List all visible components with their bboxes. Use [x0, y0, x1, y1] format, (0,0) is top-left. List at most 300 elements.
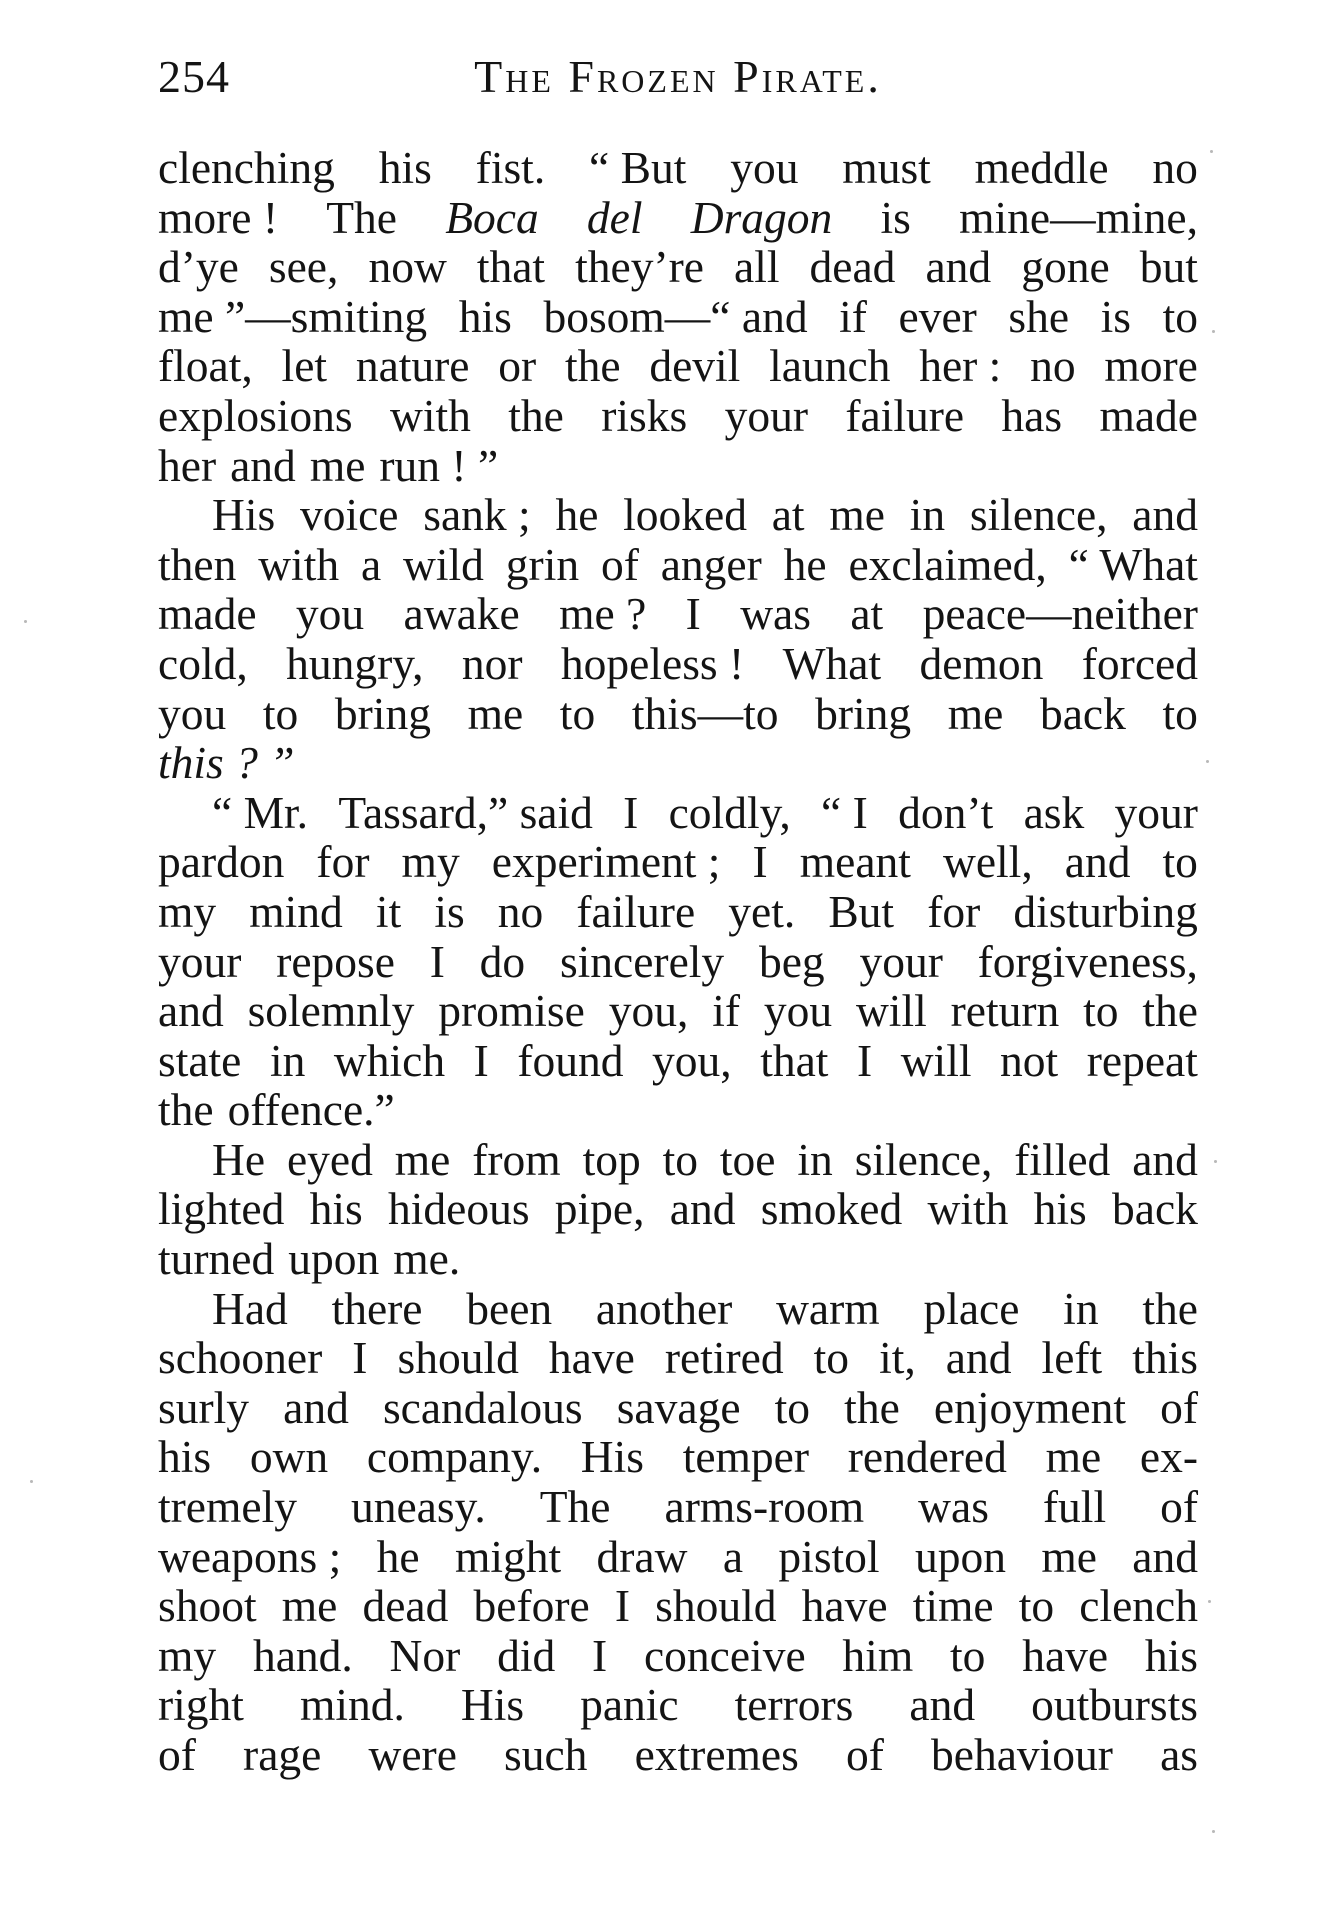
word: you: [730, 142, 799, 193]
text-line: [158, 391, 1198, 441]
word: “ I: [821, 786, 868, 838]
word: your: [859, 935, 943, 987]
word: What: [782, 637, 882, 689]
word: uneasy.: [350, 1481, 486, 1533]
word: you: [763, 985, 833, 1037]
word: warm: [776, 1282, 880, 1334]
text-line: [158, 1680, 1198, 1730]
word: don’t: [898, 786, 994, 838]
word: bring: [815, 687, 912, 739]
word: he: [783, 538, 827, 590]
word: no: [1030, 340, 1076, 392]
word: to: [662, 1133, 699, 1185]
word: me: [467, 687, 524, 739]
word: and: [158, 985, 224, 1037]
word: as: [1160, 1729, 1198, 1780]
word: launch: [769, 340, 891, 392]
word: and: [1064, 836, 1131, 888]
word: she: [1008, 290, 1070, 342]
word: but: [1139, 241, 1198, 293]
word: nature: [355, 340, 470, 392]
word: see,: [268, 241, 339, 293]
word: me: [394, 1133, 451, 1185]
word: with: [258, 538, 340, 590]
word: coldly,: [668, 786, 791, 838]
word: been: [466, 1282, 553, 1334]
word: The: [326, 191, 397, 243]
word: silence,: [969, 489, 1108, 541]
word: temper: [682, 1431, 810, 1483]
word: to: [1162, 836, 1198, 888]
word: with: [390, 389, 471, 441]
word: panic: [580, 1679, 679, 1731]
word: in: [909, 489, 946, 541]
word: “ What: [1068, 538, 1198, 590]
word: now: [368, 241, 447, 293]
word: and: [283, 1381, 349, 1433]
word: made: [1099, 389, 1198, 441]
word: Dragon: [690, 191, 833, 243]
word: they’re: [575, 241, 704, 293]
word: arms-room: [664, 1481, 865, 1533]
word: smoked: [760, 1183, 903, 1235]
word: full: [1042, 1481, 1107, 1533]
word: weapons ;: [158, 1530, 342, 1582]
running-title: The Frozen Pirate.: [474, 51, 882, 102]
word: del: [586, 191, 643, 243]
word: d’ye: [158, 241, 239, 293]
word: gone: [1021, 241, 1110, 293]
word: “ Mr.: [212, 786, 309, 838]
text-line: [158, 738, 1198, 788]
word: me: [1041, 1530, 1097, 1582]
word: there: [331, 1282, 423, 1334]
word: offence.”: [227, 1084, 395, 1136]
word: I: [752, 836, 768, 888]
word: if: [839, 290, 867, 342]
word: to: [1018, 1580, 1055, 1632]
word: the: [844, 1381, 900, 1433]
running-head: [158, 44, 1198, 114]
word: from: [472, 1133, 561, 1185]
word: of: [600, 538, 639, 590]
word: to: [262, 687, 299, 739]
word: at: [771, 489, 805, 541]
text-line: [158, 1135, 1198, 1185]
word: found: [517, 1034, 624, 1086]
word: hand.: [252, 1629, 353, 1681]
word: rendered: [847, 1431, 1007, 1483]
word: anger: [660, 538, 762, 590]
word: solemnly: [247, 985, 415, 1037]
word: his: [458, 290, 512, 342]
word: for: [316, 836, 370, 888]
word: failure: [845, 389, 965, 441]
word: explosions: [158, 389, 353, 441]
word: toe: [719, 1133, 776, 1185]
word: repose: [276, 935, 395, 987]
word: The: [539, 1481, 611, 1533]
word: and: [669, 1183, 736, 1235]
page-number: 254: [158, 51, 230, 102]
word: terrors: [734, 1679, 854, 1731]
word: is: [434, 885, 465, 937]
word: should: [655, 1580, 777, 1632]
word: he: [376, 1530, 420, 1582]
text-line: [158, 441, 1198, 491]
word: His: [580, 1431, 644, 1483]
word: dead: [809, 241, 896, 293]
word: right: [158, 1679, 244, 1731]
word: I: [614, 1580, 631, 1632]
word: his: [378, 142, 432, 193]
word: and: [945, 1332, 1012, 1384]
word: the: [1142, 1282, 1198, 1334]
word: sincerely: [559, 935, 725, 987]
word: it: [375, 885, 402, 937]
word: meddle: [974, 142, 1109, 193]
word: me ”—smiting: [158, 290, 428, 342]
word: top: [582, 1133, 641, 1185]
word: bring: [334, 687, 431, 739]
word: my: [401, 836, 460, 888]
word: hideous: [387, 1183, 530, 1235]
word: upon: [288, 1233, 380, 1285]
text-line: [158, 1631, 1198, 1681]
text-line: [158, 1432, 1198, 1482]
word: demon: [919, 637, 1044, 689]
word: a: [360, 538, 382, 590]
text-line: [158, 1482, 1198, 1532]
word: devil: [649, 340, 741, 392]
word: was: [918, 1481, 989, 1533]
word: eyed: [286, 1133, 373, 1185]
word: made: [158, 588, 257, 640]
word: bosom—“ and: [543, 290, 808, 342]
word: of: [845, 1729, 884, 1780]
word: a: [722, 1530, 744, 1582]
text-line: [158, 937, 1198, 987]
word: fist.: [475, 142, 546, 193]
word: failure: [576, 885, 696, 937]
word: to: [1162, 687, 1198, 739]
text-line: [158, 1581, 1198, 1631]
word: awake: [403, 588, 520, 640]
word: he: [555, 489, 599, 541]
text-line: [158, 1730, 1198, 1780]
word: more !: [158, 191, 279, 243]
word: to: [559, 687, 596, 739]
word: to: [774, 1381, 811, 1433]
word: her: [158, 439, 217, 491]
word: his: [1144, 1629, 1198, 1681]
text-line: [158, 1234, 1198, 1284]
word: to: [950, 1629, 986, 1681]
word: He: [212, 1133, 266, 1185]
word: me: [309, 439, 366, 491]
word: might: [454, 1530, 562, 1582]
body-text: [158, 143, 1198, 1780]
word: draw: [596, 1530, 688, 1582]
text-line: [158, 193, 1198, 243]
word: I: [685, 588, 701, 640]
word: wild: [403, 538, 484, 590]
word: retired: [664, 1332, 784, 1384]
word: your: [158, 935, 242, 987]
word: your: [724, 389, 808, 441]
text-line: [158, 540, 1198, 590]
word: repeat: [1086, 1034, 1198, 1086]
word: this: [1132, 1332, 1198, 1384]
word: you: [295, 588, 365, 640]
word: turned: [158, 1233, 275, 1285]
word: risks: [601, 389, 688, 441]
word: and: [925, 241, 992, 293]
word: him: [842, 1629, 914, 1681]
word: in: [1063, 1282, 1099, 1334]
word: not: [1000, 1034, 1059, 1086]
word: in: [797, 1133, 833, 1185]
word: the: [1142, 985, 1198, 1037]
word: promise: [438, 985, 585, 1037]
word: tremely: [158, 1481, 297, 1533]
word: will: [855, 985, 927, 1037]
word: to: [1162, 290, 1198, 342]
word: pardon: [158, 836, 285, 888]
word: me ?: [559, 588, 647, 640]
text-line: [158, 639, 1198, 689]
word: me: [947, 687, 1004, 739]
word: I: [429, 935, 445, 987]
word: mine—mine,: [959, 191, 1198, 243]
word: behaviour: [931, 1729, 1113, 1780]
text-line: [158, 986, 1198, 1036]
word: voice: [299, 489, 399, 541]
word: forgiveness,: [977, 935, 1198, 987]
word: state: [158, 1034, 242, 1086]
word: place: [923, 1282, 1020, 1334]
word: grin: [505, 538, 580, 590]
text-line: [158, 1284, 1198, 1334]
text-line: [158, 1085, 1198, 1135]
word: run ! ”: [379, 439, 499, 491]
text-line: [158, 490, 1198, 540]
word: upon: [914, 1530, 1006, 1582]
word: meant: [799, 836, 911, 888]
word: me: [281, 1580, 338, 1632]
word: me: [1045, 1431, 1102, 1483]
text-line: [158, 1383, 1198, 1433]
word: dead: [362, 1580, 449, 1632]
word: that: [760, 1034, 829, 1086]
word: another: [595, 1282, 733, 1334]
word: his: [309, 1183, 363, 1235]
word: for: [927, 885, 981, 937]
word: clench: [1079, 1580, 1198, 1632]
word: rage: [243, 1729, 322, 1780]
word: clenching: [158, 142, 335, 193]
word: this ? ”: [158, 737, 295, 789]
word: hungry,: [286, 637, 424, 689]
word: if: [712, 985, 740, 1037]
word: schooner: [158, 1332, 323, 1384]
word: mind.: [299, 1679, 405, 1731]
word: and: [1132, 1133, 1198, 1185]
word: back: [1039, 687, 1126, 739]
word: own: [249, 1431, 329, 1483]
word: I: [473, 1034, 489, 1086]
word: time: [912, 1580, 994, 1632]
word: enjoyment: [933, 1381, 1126, 1433]
word: exclaimed,: [848, 538, 1047, 590]
word: cold,: [158, 637, 248, 689]
word: must: [842, 142, 931, 193]
word: it,: [879, 1332, 916, 1384]
word: his: [158, 1431, 212, 1483]
word: which: [333, 1034, 446, 1086]
word: Had: [212, 1282, 288, 1334]
word: scandalous: [382, 1381, 583, 1433]
word: nor: [461, 637, 523, 689]
word: yet.: [728, 885, 796, 937]
word: I: [592, 1629, 608, 1681]
word: “ But: [589, 142, 687, 193]
word: looked: [623, 489, 747, 541]
word: with: [927, 1183, 1009, 1235]
text-line: [158, 143, 1198, 193]
text-line: [158, 242, 1198, 292]
word: do: [479, 935, 526, 987]
word: beg: [758, 935, 825, 987]
word: more: [1104, 340, 1198, 392]
word: have: [801, 1580, 888, 1632]
word: such: [504, 1729, 588, 1780]
word: forced: [1081, 637, 1198, 689]
word: lighted: [158, 1183, 285, 1235]
word: I: [623, 786, 639, 838]
word: you: [158, 687, 227, 739]
word: did: [497, 1629, 556, 1681]
word: let: [281, 340, 328, 392]
word: have: [548, 1332, 635, 1384]
word: left: [1041, 1332, 1103, 1384]
word: have: [1022, 1629, 1109, 1681]
word: me: [829, 489, 885, 541]
text-line: [158, 837, 1198, 887]
text-line: [158, 1036, 1198, 1086]
word: to: [813, 1332, 850, 1384]
word: before: [473, 1580, 590, 1632]
word: is: [1100, 290, 1131, 342]
word: and: [909, 1679, 976, 1731]
word: my: [158, 1629, 217, 1681]
word: pipe,: [554, 1183, 645, 1235]
word: your: [1114, 786, 1198, 838]
word: mind: [249, 885, 343, 937]
word: all: [734, 241, 780, 293]
word: outbursts: [1031, 1679, 1198, 1731]
word: were: [368, 1729, 457, 1780]
word: Nor: [389, 1629, 461, 1681]
word: Tassard,” said: [338, 786, 593, 838]
word: will: [900, 1034, 972, 1086]
word: extremes: [634, 1729, 799, 1780]
word: ever: [898, 290, 977, 342]
word: no: [1152, 142, 1198, 193]
word: ask: [1023, 786, 1085, 838]
text-line: [158, 292, 1198, 342]
word: the: [508, 389, 564, 441]
word: and: [1132, 489, 1198, 541]
word: float,: [158, 340, 253, 392]
word: and: [230, 439, 296, 491]
word: His: [460, 1679, 525, 1731]
word: back: [1112, 1183, 1198, 1235]
word: and: [1132, 1530, 1198, 1582]
word: Boca: [445, 191, 539, 243]
word: hopeless !: [560, 637, 745, 689]
word: conceive: [643, 1629, 806, 1681]
word: disturbing: [1013, 885, 1198, 937]
word: this—to: [631, 687, 779, 739]
word: is: [880, 191, 911, 243]
word: his: [1033, 1183, 1087, 1235]
word: the: [564, 340, 621, 392]
word: you,: [652, 1034, 732, 1086]
word: at: [850, 588, 884, 640]
word: my: [158, 885, 217, 937]
word: to: [1083, 985, 1119, 1037]
text-line: [158, 1333, 1198, 1383]
text-line: [158, 341, 1198, 391]
word: experiment ;: [491, 836, 721, 888]
word: you,: [608, 985, 689, 1037]
word: peace—neither: [922, 588, 1198, 640]
text-line: [158, 887, 1198, 937]
word: I: [352, 1332, 368, 1384]
text-line: [158, 788, 1198, 838]
word: or: [498, 340, 537, 392]
word: shoot: [158, 1580, 257, 1632]
word: ex-: [1139, 1431, 1198, 1483]
text-line: [158, 1532, 1198, 1582]
word: surly: [158, 1381, 249, 1433]
word: no: [497, 885, 544, 937]
word: that: [476, 241, 546, 293]
word: I: [857, 1034, 873, 1086]
word: me.: [393, 1233, 461, 1285]
word: of: [1160, 1381, 1198, 1433]
word: pistol: [778, 1530, 880, 1582]
word: of: [158, 1729, 196, 1780]
text-line: [158, 589, 1198, 639]
text-line: [158, 689, 1198, 739]
word: then: [158, 538, 237, 590]
word: has: [1001, 389, 1063, 441]
word: should: [397, 1332, 519, 1384]
word: savage: [616, 1381, 741, 1433]
word: the: [158, 1084, 214, 1136]
word: silence,: [854, 1133, 993, 1185]
text-line: [158, 1184, 1198, 1234]
word: company.: [366, 1431, 543, 1483]
word: But: [828, 885, 895, 937]
word: was: [740, 588, 811, 640]
word: His: [212, 489, 276, 541]
word: return: [950, 985, 1060, 1037]
word: of: [1160, 1481, 1198, 1533]
word: in: [269, 1034, 306, 1086]
